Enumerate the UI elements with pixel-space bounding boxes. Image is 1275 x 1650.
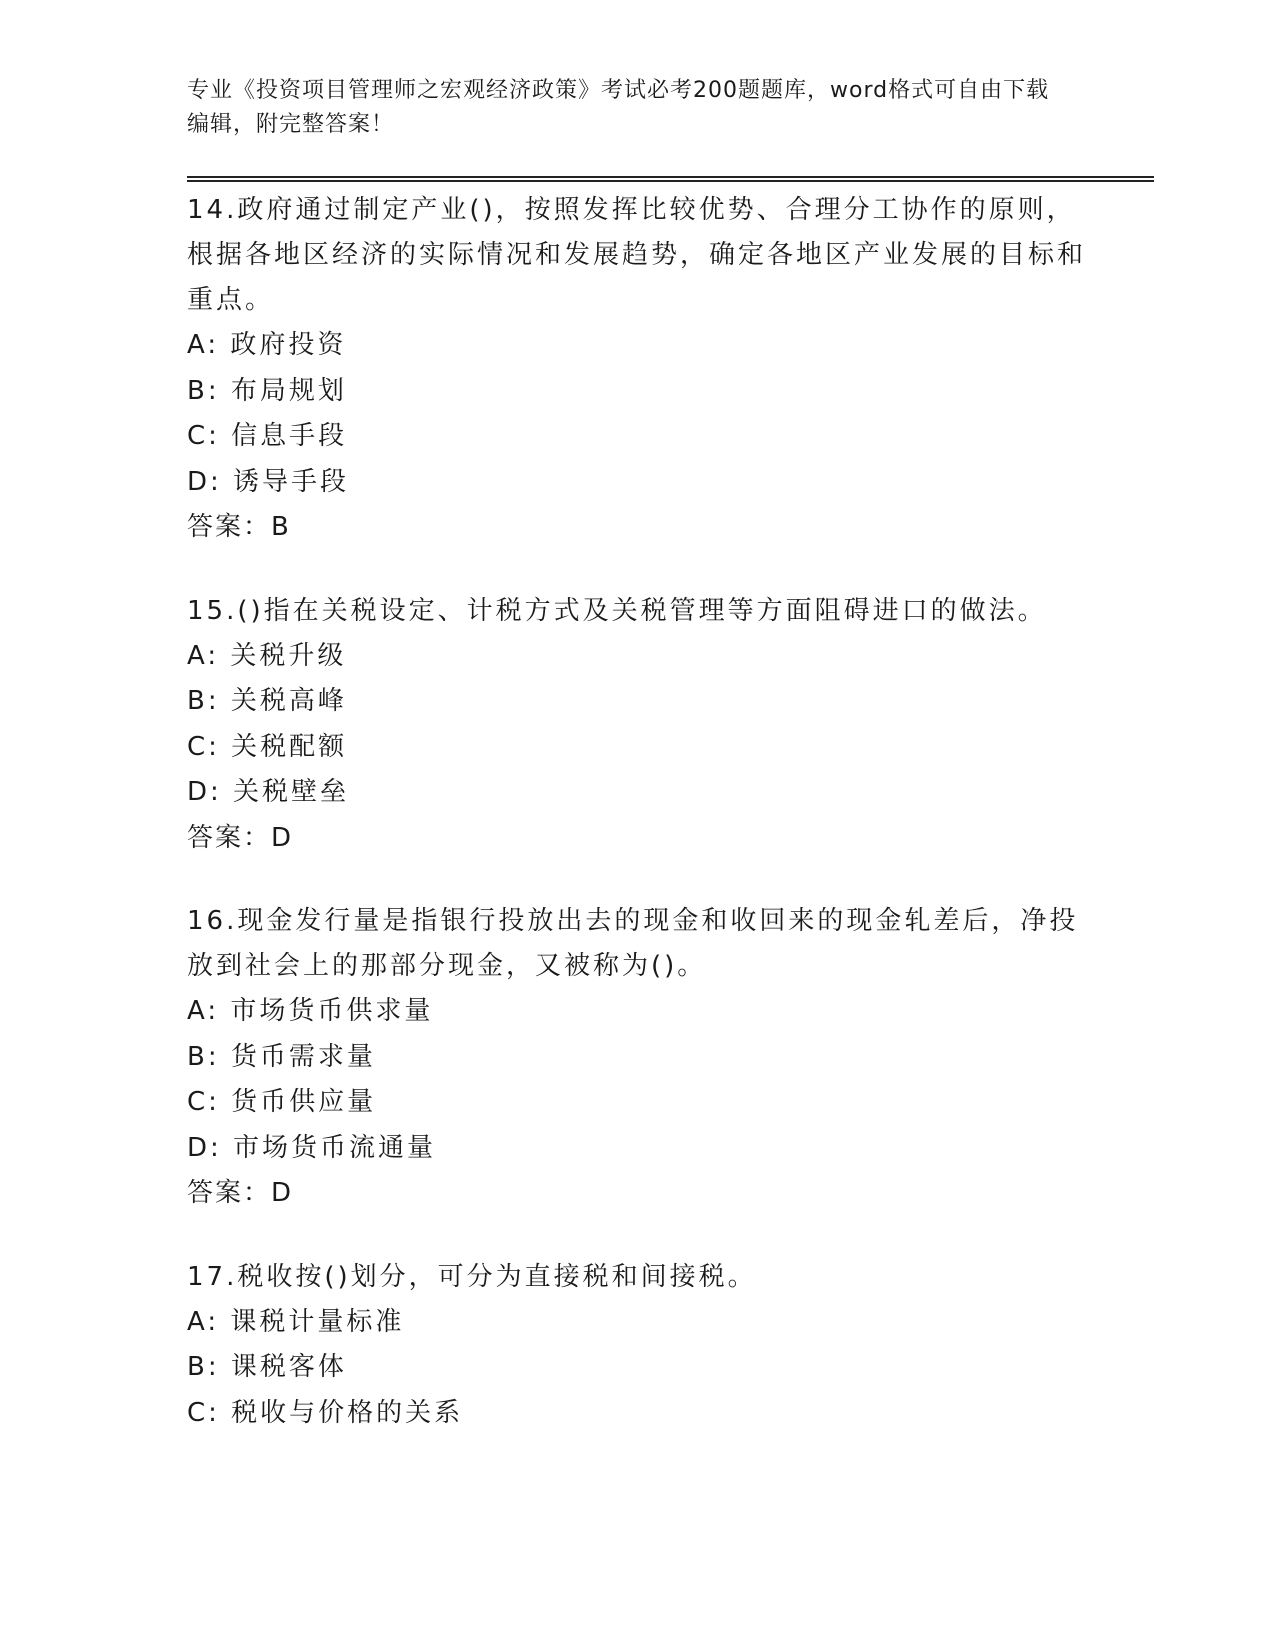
option-c: C: 信息手段 xyxy=(187,421,348,451)
question-stem: 16.现金发行量是指银行投放出去的现金和收回来的现金轧差后，净投放到社会上的那部分现金，又被称为()。 xyxy=(187,906,1079,981)
question-17 xyxy=(187,1255,1087,1437)
option-d: D: 市场货币流通量 xyxy=(187,1132,437,1163)
question-16 xyxy=(187,899,1087,1217)
answer-line: 答案：D xyxy=(187,1178,294,1208)
question-stem: 15.()指在关税设定、计税方式及关税管理等方面阻碍进口的做法。 xyxy=(187,595,1047,626)
header-divider xyxy=(187,176,1154,182)
option-b: B: 布局规划 xyxy=(187,375,347,406)
answer-line: 答案：B xyxy=(187,512,291,542)
option-b: B: 课税客体 xyxy=(187,1352,347,1382)
option-c: C: 税收与价格的关系 xyxy=(187,1397,464,1428)
option-c: C: 关税配额 xyxy=(187,731,348,762)
option-d: D: 诱导手段 xyxy=(187,466,350,497)
option-a: A: 政府投资 xyxy=(187,330,347,360)
option-d: D: 关税壁垒 xyxy=(187,777,350,807)
document-header: 专业《投资项目管理师之宏观经济政策》考试必考200题题库，word格式可自由下载编辑，附完整答案！ xyxy=(187,78,1050,137)
option-b: B: 关税高峰 xyxy=(187,686,347,716)
question-15 xyxy=(187,589,1087,862)
option-a: A: 关税升级 xyxy=(187,640,347,671)
option-a: A: 课税计量标准 xyxy=(187,1306,405,1337)
question-stem: 14.政府通过制定产业()，按照发挥比较优势、合理分工协作的原则，根据各地区经济的实际情况和发展趋势，确定各地区产业发展的目标和重点。 xyxy=(187,195,1087,315)
answer-line: 答案：D xyxy=(187,822,294,853)
option-c: C: 货币供应量 xyxy=(187,1087,377,1117)
question-stem: 17.税收按()划分，可分为直接税和间接税。 xyxy=(187,1261,757,1292)
option-a: A: 市场货币供求量 xyxy=(187,996,434,1026)
question-list xyxy=(187,188,1087,1474)
option-b: B: 货币需求量 xyxy=(187,1041,376,1072)
question-14 xyxy=(187,188,1087,551)
